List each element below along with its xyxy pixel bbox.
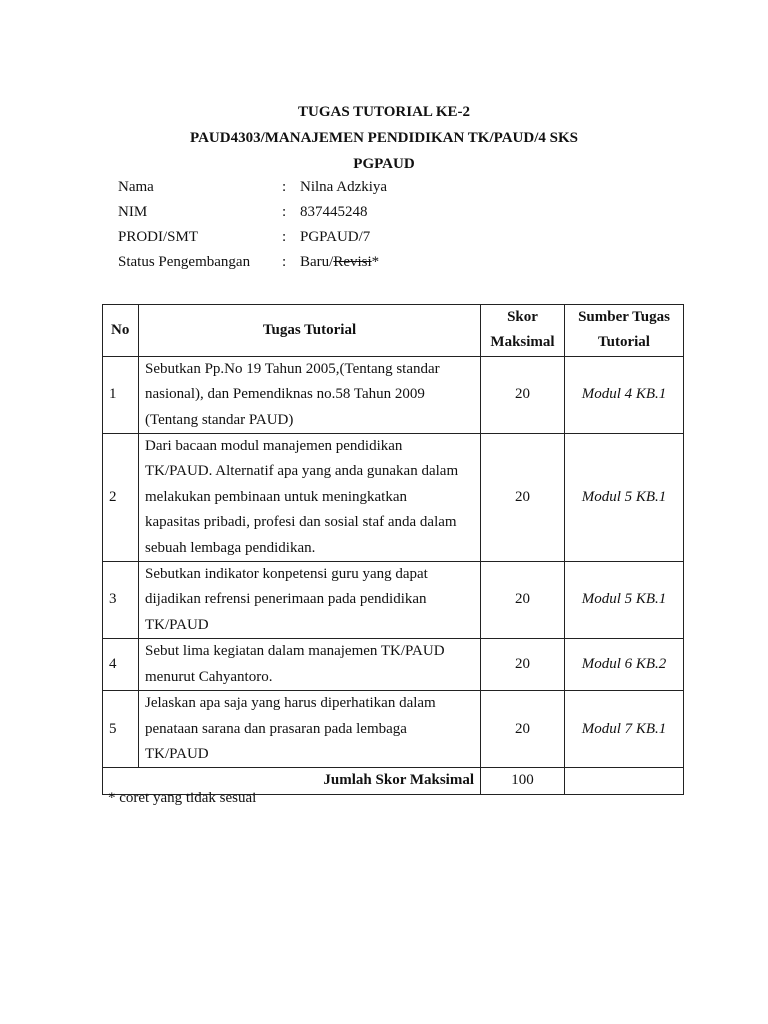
header-score: Skor Maksimal <box>481 305 565 357</box>
table-row <box>103 434 684 562</box>
score-value: 20 <box>481 434 565 562</box>
table-row <box>103 639 684 691</box>
program-title: PGPAUD <box>353 156 415 172</box>
header-source: Sumber Tugas Tutorial <box>565 305 684 357</box>
prodi-value: PGPAUD/7 <box>300 229 371 245</box>
table-row <box>103 562 684 639</box>
source-value: Modul 7 KB.1 <box>565 691 684 768</box>
total-value: 100 <box>481 768 565 794</box>
nim-value: 837445248 <box>300 204 368 220</box>
nim-label: NIM <box>118 204 148 220</box>
source-value: Modul 6 KB.2 <box>565 639 684 691</box>
row-number: 1 <box>103 356 139 433</box>
row-number: 2 <box>103 434 139 562</box>
colon: : <box>282 254 287 270</box>
status-value <box>300 252 379 272</box>
task-text: Sebut lima kegiatan dalam manajemen TK/PAUD menurut Cahyantoro. <box>139 639 481 691</box>
source-value: Modul 4 KB.1 <box>565 356 684 433</box>
status-asterisk: * <box>371 254 380 270</box>
score-value: 20 <box>481 691 565 768</box>
colon: : <box>282 179 287 195</box>
row-number: 5 <box>103 691 139 768</box>
task-text: Sebutkan Pp.No 19 Tahun 2005,(Tentang standar nasional), dan Pemendiknas no.58 Tahun 2009 (Tentang standar PAUD) <box>139 356 481 433</box>
row-number: 4 <box>103 639 139 691</box>
prodi-label: PRODI/SMT <box>118 229 199 245</box>
document-title: TUGAS TUTORIAL KE-2 <box>298 104 470 120</box>
status-revisi-struck: Revisi <box>333 254 372 270</box>
header-no: No <box>103 305 139 357</box>
score-value: 20 <box>481 639 565 691</box>
table-row <box>103 356 684 433</box>
table-header-row <box>103 305 684 357</box>
status-baru: Baru/ <box>300 254 334 270</box>
colon: : <box>282 204 287 220</box>
status-label: Status Pengembangan <box>118 254 251 270</box>
task-text: Jelaskan apa saja yang harus diperhatikan dalam penataan sarana dan prasaran pada lembaga TK/PAUD <box>139 691 481 768</box>
colon: : <box>282 229 287 245</box>
score-value: 20 <box>481 562 565 639</box>
task-text: Sebutkan indikator konpetensi guru yang dapat dijadikan refrensi penerimaan pada pendidikan TK/PAUD <box>139 562 481 639</box>
nama-value: Nilna Adzkiya <box>300 179 388 195</box>
course-title: PAUD4303/MANAJEMEN PENDIDIKAN TK/PAUD/4 SKS <box>190 130 578 146</box>
task-text: Dari bacaan modul manajemen pendidikan TK/PAUD. Alternatif apa yang anda gunakan dalam melakukan pembinaan untuk meningkatkan kapasitas pribadi, profesi dan sosial staf anda dalam sebuah lembaga pendidikan. <box>139 434 481 562</box>
total-empty-cell <box>565 768 684 794</box>
table-row <box>103 691 684 768</box>
nama-label: Nama <box>118 179 154 195</box>
tasks-table <box>102 304 684 795</box>
header-task: Tugas Tutorial <box>139 305 481 357</box>
source-value: Modul 5 KB.1 <box>565 562 684 639</box>
score-value: 20 <box>481 356 565 433</box>
total-label: Jumlah Skor Maksimal <box>103 768 481 794</box>
source-value: Modul 5 KB.1 <box>565 434 684 562</box>
row-number: 3 <box>103 562 139 639</box>
footnote: * coret yang tidak sesuai <box>108 790 257 806</box>
